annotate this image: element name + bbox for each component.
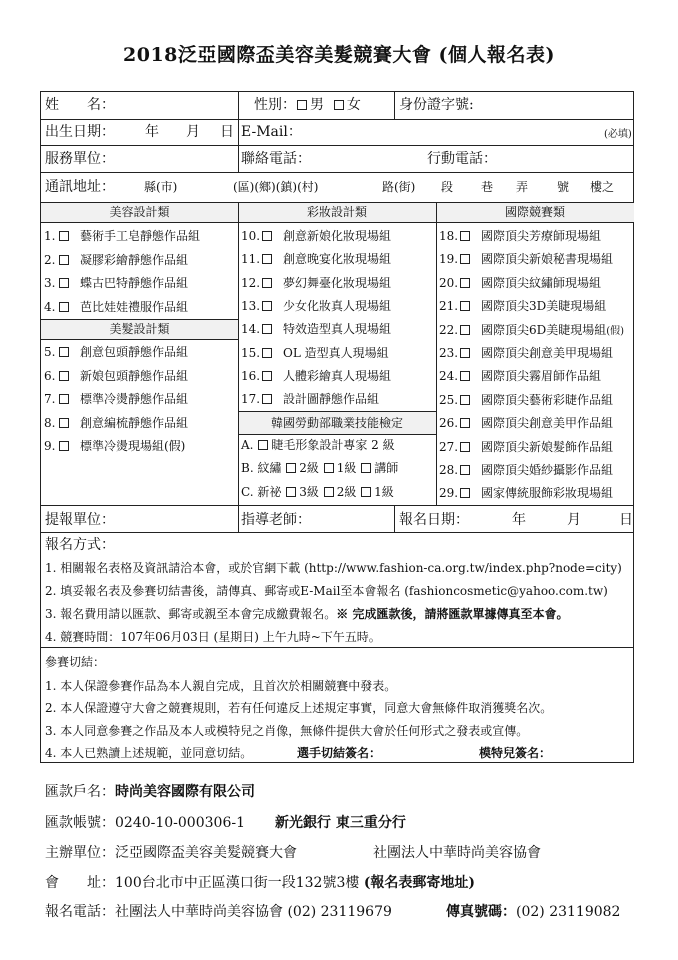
checkbox[interactable]: [59, 302, 69, 312]
checkbox[interactable]: [262, 278, 272, 288]
checkbox[interactable]: [59, 371, 69, 381]
list-item: [439, 394, 613, 406]
list-item: [439, 370, 601, 382]
checkbox[interactable]: [262, 301, 272, 311]
checkbox[interactable]: [59, 441, 69, 451]
item-label: 創意晚宴化妝現場組: [283, 252, 392, 267]
item-label: 設計圖靜態作品組: [283, 392, 380, 407]
item-label: 國家傳統服飾彩妝現場組: [481, 486, 614, 501]
bank-name: 新光銀行 東三重分行: [275, 815, 406, 831]
item-label: 國際頂尖新娘髮飾作品組: [481, 439, 614, 454]
submit-unit-label: 提報單位：: [45, 512, 115, 528]
item-number: 21.: [439, 299, 459, 314]
item-number: 4.: [44, 299, 56, 314]
list-item: [241, 253, 391, 265]
male-checkbox[interactable]: [297, 100, 307, 110]
reg-date-label: 報名日期：: [399, 512, 469, 528]
item-number: 24.: [439, 369, 459, 384]
method-line-4: 4. 競賽時間：107年06月03日 (星期日) 上午九時~下午五時。: [45, 630, 381, 644]
item-number: 15.: [241, 345, 261, 360]
list-item: [44, 417, 188, 429]
item-number: 17.: [241, 392, 261, 407]
work-unit-label: 服務單位：: [45, 151, 115, 167]
item-label: 國際頂尖藝術彩睫作品組: [481, 392, 614, 407]
item-label: 創意新娘化妝現場組: [283, 229, 392, 243]
item-number: 18.: [439, 229, 459, 243]
item-number: 11.: [241, 252, 261, 267]
item-number: 16.: [241, 368, 261, 383]
item-label: 國際頂尖霧眉師作品組: [481, 369, 602, 384]
item-label: 標準冷燙現場組(假): [80, 439, 186, 453]
item-label: 凝膠彩繪靜態作品組: [80, 252, 189, 267]
account-name: 時尚美容國際有限公司: [115, 784, 255, 800]
checkbox[interactable]: [324, 463, 334, 473]
checkbox[interactable]: [460, 254, 470, 264]
page-title: 2018泛亞國際盃美容美髮競賽大會 (個人報名表): [123, 44, 555, 66]
item-label: 標準冷燙靜態作品組: [80, 392, 189, 406]
category-korea: 韓國勞動部職業技能檢定: [270, 416, 403, 430]
korea-c-prefix: C. 新祕: [241, 485, 282, 499]
method-line-3-text: 3. 報名費用請以匯款、郵寄或親至本會完成繳費報名。: [45, 607, 337, 621]
item-label: 特效造型真人現場組: [283, 322, 392, 337]
address-alley: 弄: [516, 180, 529, 194]
checkbox[interactable]: [59, 347, 69, 357]
address-number: 號: [557, 180, 570, 194]
item-number: 22.: [439, 322, 459, 337]
korea-b-opt: 1級: [336, 461, 357, 475]
address-label: 通訊地址：: [45, 179, 115, 195]
fax-label: 傳真號碼：: [446, 904, 516, 920]
gender-label: 性別：: [254, 97, 296, 113]
birth-day-label: 日: [220, 124, 234, 140]
checkbox[interactable]: [460, 418, 470, 428]
birth-year-label: 年: [145, 124, 159, 140]
list-item: [241, 393, 379, 405]
list-item: [439, 464, 613, 476]
checkbox[interactable]: [286, 487, 296, 497]
list-item: [439, 324, 624, 337]
address-county: 縣(市): [144, 180, 178, 194]
address-district: (區)(鄉)(鎮)(村): [233, 180, 319, 194]
checkbox[interactable]: [460, 488, 470, 498]
office-address: 100台北市中正區漢口街一段132號3樓: [115, 875, 360, 891]
category-beauty: 美容設計類: [109, 205, 170, 219]
method-line-3-note: ※ 完成匯款後，請將匯款單據傳真至本會。: [336, 607, 569, 621]
contact-phone-label: 聯絡電話：: [241, 151, 311, 167]
korea-a-prefix: A.: [241, 438, 254, 452]
item-label: 藝術手工皂靜態作品組: [80, 229, 201, 243]
korea-item-b: [241, 462, 398, 474]
pledge-line-4: 4. 本人已熟讀上述規範，並同意切結。: [45, 746, 253, 760]
reg-year: 年: [512, 512, 526, 528]
address-floor: 樓之: [590, 180, 615, 194]
female-checkbox[interactable]: [334, 100, 344, 110]
checkbox[interactable]: [258, 440, 268, 450]
checkbox[interactable]: [59, 278, 69, 288]
checkbox[interactable]: [286, 463, 296, 473]
category-intl: 國際競賽類: [504, 205, 565, 219]
checkbox[interactable]: [460, 278, 470, 288]
checkbox[interactable]: [262, 348, 272, 358]
item-label: 創意包頭靜態作品組: [80, 345, 189, 359]
fax-number: (02) 23119082: [516, 904, 621, 920]
item-label: 國際頂尖6D美睫現場組: [481, 322, 607, 337]
id-number-label: 身份證字號:: [399, 97, 474, 113]
account-name-label: 匯款戶名：: [45, 784, 115, 800]
address-row: [45, 876, 475, 890]
item-label: 蝶古巴特靜態作品組: [80, 276, 189, 290]
item-label: 國際頂尖創意美甲作品組: [481, 416, 614, 431]
korea-item-a: [241, 439, 395, 451]
mobile-phone-label: 行動電話：: [427, 151, 497, 167]
list-item: [44, 254, 188, 266]
method-line-1: 1. 相關報名表格及資訊請洽本會，或於官網下載 (http://www.fashion-ca.org.tw/index.php?node=city): [45, 561, 622, 575]
list-item: [439, 230, 601, 242]
item-number: 1.: [44, 229, 56, 243]
item-number: 2.: [44, 252, 56, 267]
male-label: 男: [310, 97, 324, 113]
list-item: [44, 230, 200, 242]
item-number: 28.: [439, 463, 459, 477]
checkbox[interactable]: [262, 254, 272, 264]
korea-b-opt: 講師: [374, 461, 399, 475]
required-note: (必填): [604, 129, 632, 140]
item-number: 6.: [44, 368, 56, 383]
checkbox[interactable]: [361, 487, 371, 497]
item-number: 9.: [44, 439, 56, 453]
item-number: 13.: [241, 298, 261, 313]
item-number: 26.: [439, 416, 459, 431]
list-item: [44, 301, 188, 313]
list-item: [439, 253, 613, 265]
pledge-line-1: 1. 本人保證參賽作品為本人親自完成，且首次於相關競賽中發表。: [45, 679, 397, 693]
item-label: 少女化妝真人現場組: [283, 298, 392, 313]
checkbox[interactable]: [262, 371, 272, 381]
checkbox[interactable]: [460, 395, 470, 405]
item-suffix: (假): [606, 325, 625, 337]
korea-b-prefix: B. 紋繡: [241, 461, 282, 475]
address-road: 路(街): [382, 180, 416, 194]
checkbox[interactable]: [460, 231, 470, 241]
item-number: 3.: [44, 276, 56, 290]
item-number: 8.: [44, 415, 56, 430]
item-number: 23.: [439, 346, 459, 360]
fax-row: [446, 905, 620, 919]
gender-field: [254, 98, 361, 112]
item-number: 14.: [241, 322, 261, 337]
account-no: 0240-10-000306-1: [115, 815, 245, 831]
item-label: 國際頂尖創意美甲現場組: [481, 346, 614, 360]
account-no-label: 匯款帳號：: [45, 815, 115, 831]
list-item: [241, 230, 391, 242]
korea-a-label: 睫毛形象設計專家 2 級: [271, 438, 395, 452]
item-label: 夢幻舞臺化妝現場組: [283, 275, 392, 290]
checkbox[interactable]: [460, 301, 470, 311]
organizer-row: [45, 846, 297, 860]
list-item: [439, 441, 613, 453]
method-title: 報名方式：: [45, 537, 115, 553]
pledge-title: 參賽切結：: [45, 655, 106, 669]
item-number: 5.: [44, 345, 56, 359]
model-signature-label: 模特兒簽名：: [479, 746, 552, 760]
organizer-2: 社團法人中華時尚美容協會: [373, 845, 541, 861]
item-label: 國際頂尖新娘秘書現場組: [481, 252, 614, 267]
organizer-1: 泛亞國際盃美容美髮競賽大會: [115, 845, 297, 861]
category-makeup: 彩妝設計類: [306, 205, 367, 219]
address-note: (報名表郵寄地址): [363, 875, 476, 891]
registration-form: [40, 91, 634, 763]
category-hair: 美髮設計類: [109, 322, 170, 336]
list-item: [439, 300, 606, 312]
female-label: 女: [346, 97, 361, 113]
birth-date-label: 出生日期：: [45, 124, 115, 140]
item-label: 國際頂尖3D美睫現場組: [481, 299, 607, 314]
name-label: 姓 名：: [45, 97, 115, 113]
list-item: [439, 417, 613, 429]
list-item: [44, 370, 188, 382]
pledge-line-3: 3. 本人同意參賽之作品及本人或模特兒之肖像，無條件提供大會於任何形式之發表或宣傳。: [45, 724, 529, 738]
reg-day: 日: [619, 512, 633, 528]
list-item: [44, 346, 188, 358]
checkbox[interactable]: [59, 231, 69, 241]
list-item: [241, 370, 391, 382]
list-item: [439, 347, 613, 359]
list-item: [44, 277, 188, 289]
checkbox[interactable]: [460, 465, 470, 475]
pledge-line-2: 2. 本人保證遵守大會之競賽規則，若有任何違反上述規定事實，同意大會無條件取消獲獎名次。: [45, 701, 553, 715]
item-number: 25.: [439, 392, 459, 407]
checkbox[interactable]: [361, 463, 371, 473]
list-item: [241, 323, 391, 335]
checkbox[interactable]: [59, 418, 69, 428]
item-number: 12.: [241, 275, 261, 290]
item-label: 新娘包頭靜態作品組: [80, 368, 189, 383]
list-item: [439, 277, 601, 289]
tel-row: [45, 905, 392, 919]
account-name-row: [45, 785, 255, 799]
list-item: [439, 487, 613, 499]
method-line-2: 2. 填妥報名表及參賽切結書後，請傳真、郵寄或E-Mail至本會報名 (fashioncosmetic@yahoo.com.tw): [45, 584, 608, 598]
korea-c-opt: 2級: [336, 485, 357, 499]
item-number: 27.: [439, 439, 459, 454]
office-address-label: 會 址：: [45, 875, 115, 891]
item-label: 人體彩繪真人現場組: [283, 368, 392, 383]
item-label: 國際頂尖紋繡師現場組: [481, 275, 602, 290]
item-number: 7.: [44, 392, 56, 406]
athlete-signature-label: 選手切結簽名：: [297, 746, 382, 760]
list-item: [241, 277, 391, 289]
account-no-row: [45, 816, 245, 830]
address-section: 段: [441, 180, 454, 194]
email-label: E-Mail：: [241, 124, 302, 140]
checkbox[interactable]: [460, 348, 470, 358]
method-line-3: [45, 608, 568, 620]
reg-month: 月: [567, 512, 581, 528]
list-item: [241, 347, 389, 359]
birth-month-label: 月: [186, 124, 200, 140]
item-number: 10.: [241, 229, 261, 243]
item-label: 國際頂尖婚紗攝影作品組: [481, 463, 614, 477]
item-number: 29.: [439, 486, 459, 501]
teacher-label: 指導老師：: [241, 512, 311, 528]
item-number: 20.: [439, 275, 459, 290]
checkbox[interactable]: [460, 325, 470, 335]
checkbox[interactable]: [262, 324, 272, 334]
item-label: OL 造型真人現場組: [283, 345, 389, 360]
korea-c-opt: 1級: [374, 485, 394, 499]
list-item: [44, 393, 188, 405]
checkbox[interactable]: [460, 371, 470, 381]
korea-item-c: [241, 486, 394, 498]
checkbox[interactable]: [59, 394, 69, 404]
checkbox[interactable]: [460, 442, 470, 452]
item-label: 創意編梳靜態作品組: [80, 415, 189, 430]
checkbox[interactable]: [324, 487, 334, 497]
checkbox[interactable]: [262, 394, 272, 404]
list-item: [241, 300, 391, 312]
checkbox[interactable]: [262, 231, 272, 241]
item-number: 19.: [439, 252, 459, 267]
organizer-label: 主辦單位：: [45, 845, 115, 861]
address-lane: 巷: [481, 180, 494, 194]
korea-c-opt: 3級: [299, 485, 319, 499]
checkbox[interactable]: [59, 255, 69, 265]
korea-b-opt: 2級: [299, 461, 319, 475]
item-label: 芭比娃娃禮服作品組: [80, 299, 189, 314]
tel-number: 社團法人中華時尚美容協會 (02) 23119679: [115, 904, 392, 920]
item-label: 國際頂尖芳療師現場組: [481, 229, 602, 243]
tel-label: 報名電話：: [45, 904, 115, 920]
list-item: [44, 440, 185, 452]
